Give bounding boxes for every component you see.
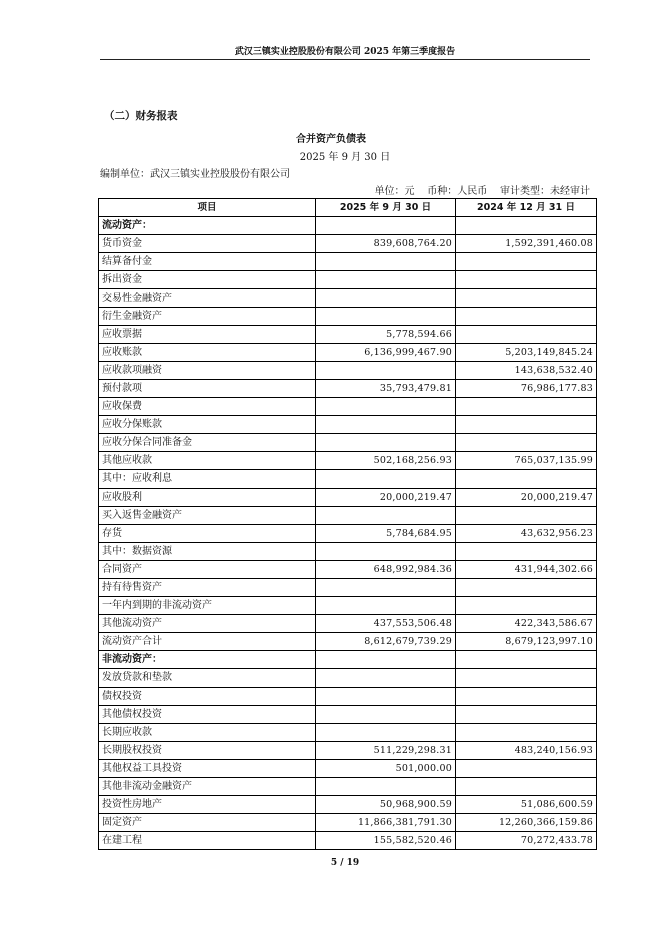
value-2024-12-31: 12,260,366,159.86 xyxy=(456,814,597,832)
page-number: 5 / 19 xyxy=(330,858,360,868)
value-2025-09-30 xyxy=(316,669,456,687)
value-2024-12-31 xyxy=(456,398,597,416)
table-row xyxy=(99,217,597,235)
table-row xyxy=(99,687,597,705)
table-row xyxy=(99,434,597,452)
table-row xyxy=(99,325,597,343)
value-2024-12-31: 431,944,302.66 xyxy=(456,560,597,578)
value-2025-09-30 xyxy=(316,578,456,596)
row-label: 应收股利 xyxy=(99,488,316,506)
value-2024-12-31: 765,037,135.99 xyxy=(456,452,597,470)
value-2024-12-31 xyxy=(456,470,597,488)
value-2025-09-30: 501,000.00 xyxy=(316,759,456,777)
value-2025-09-30: 511,229,298.31 xyxy=(316,741,456,759)
value-2024-12-31 xyxy=(456,253,597,271)
row-label: 结算备付金 xyxy=(99,253,316,271)
row-label: 其中：数据资源 xyxy=(99,542,316,560)
table-row xyxy=(99,578,597,596)
value-2024-12-31: 8,679,123,997.10 xyxy=(456,633,597,651)
table-row xyxy=(99,651,597,669)
value-2024-12-31 xyxy=(456,723,597,741)
value-2024-12-31 xyxy=(456,289,597,307)
value-2024-12-31 xyxy=(456,506,597,524)
row-label: 长期应收款 xyxy=(99,723,316,741)
value-2025-09-30 xyxy=(316,687,456,705)
value-2024-12-31 xyxy=(456,416,597,434)
value-2024-12-31 xyxy=(456,434,597,452)
column-header-item: 项目 xyxy=(99,199,316,217)
row-label: 其他权益工具投资 xyxy=(99,759,316,777)
table-row xyxy=(99,343,597,361)
value-2025-09-30 xyxy=(316,253,456,271)
value-2024-12-31 xyxy=(456,217,597,235)
table-row xyxy=(99,723,597,741)
row-label: 非流动资产： xyxy=(99,651,316,669)
row-label: 拆出资金 xyxy=(99,271,316,289)
value-2025-09-30 xyxy=(316,307,456,325)
table-header-row xyxy=(99,199,597,217)
value-2024-12-31: 1,592,391,460.08 xyxy=(456,235,597,253)
row-label: 交易性金融资产 xyxy=(99,289,316,307)
row-label: 长期股权投资 xyxy=(99,741,316,759)
value-2024-12-31 xyxy=(456,705,597,723)
value-2025-09-30 xyxy=(316,705,456,723)
row-label: 其他应收款 xyxy=(99,452,316,470)
value-2024-12-31: 5,203,149,845.24 xyxy=(456,343,597,361)
table-row xyxy=(99,289,597,307)
value-2024-12-31 xyxy=(456,325,597,343)
value-2024-12-31: 76,986,177.83 xyxy=(456,379,597,397)
value-2024-12-31 xyxy=(456,651,597,669)
value-2025-09-30: 839,608,764.20 xyxy=(316,235,456,253)
table-row xyxy=(99,741,597,759)
table-row xyxy=(99,597,597,615)
row-label: 其中：应收利息 xyxy=(99,470,316,488)
value-2024-12-31 xyxy=(456,578,597,596)
table-row xyxy=(99,506,597,524)
table-row xyxy=(99,416,597,434)
table-row xyxy=(99,361,597,379)
value-2024-12-31 xyxy=(456,687,597,705)
row-label: 应收分保合同准备金 xyxy=(99,434,316,452)
table-row xyxy=(99,705,597,723)
value-2025-09-30: 20,000,219.47 xyxy=(316,488,456,506)
table-row xyxy=(99,615,597,633)
value-2025-09-30 xyxy=(316,398,456,416)
value-2025-09-30: 6,136,999,467.90 xyxy=(316,343,456,361)
table-row xyxy=(99,669,597,687)
value-2025-09-30 xyxy=(316,597,456,615)
value-2025-09-30: 437,553,506.48 xyxy=(316,615,456,633)
value-2025-09-30 xyxy=(316,271,456,289)
row-label: 买入返售金融资产 xyxy=(99,506,316,524)
value-2024-12-31 xyxy=(456,778,597,796)
table-row xyxy=(99,796,597,814)
value-2025-09-30 xyxy=(316,542,456,560)
row-label: 其他债权投资 xyxy=(99,705,316,723)
row-label: 应收分保账款 xyxy=(99,416,316,434)
value-2025-09-30: 8,612,679,739.29 xyxy=(316,633,456,651)
value-2025-09-30 xyxy=(316,361,456,379)
column-header-current: 2025 年 9 月 30 日 xyxy=(316,199,456,217)
row-label: 持有待售资产 xyxy=(99,578,316,596)
row-label: 应收票据 xyxy=(99,325,316,343)
row-label: 合同资产 xyxy=(99,560,316,578)
row-label: 应收保费 xyxy=(99,398,316,416)
value-2025-09-30: 502,168,256.93 xyxy=(316,452,456,470)
value-2025-09-30: 155,582,520.46 xyxy=(316,832,456,850)
value-2024-12-31: 20,000,219.47 xyxy=(456,488,597,506)
table-row xyxy=(99,633,597,651)
row-label: 其他流动资产 xyxy=(99,615,316,633)
value-2025-09-30 xyxy=(316,506,456,524)
units-currency-audit-line: 单位：元 币种：人民币 审计类型：未经审计 xyxy=(374,186,590,197)
header-divider xyxy=(100,59,590,60)
section-title: （二）财务报表 xyxy=(104,110,178,122)
table-row xyxy=(99,542,597,560)
row-label: 应收账款 xyxy=(99,343,316,361)
report-header: 武汉三镇实业控股股份有限公司 2025 年第三季度报告 xyxy=(234,47,456,57)
table-row xyxy=(99,524,597,542)
table-row xyxy=(99,488,597,506)
value-2024-12-31 xyxy=(456,271,597,289)
row-label: 衍生金融资产 xyxy=(99,307,316,325)
value-2025-09-30 xyxy=(316,217,456,235)
value-2024-12-31 xyxy=(456,542,597,560)
table-row xyxy=(99,778,597,796)
row-label: 固定资产 xyxy=(99,814,316,832)
value-2024-12-31 xyxy=(456,597,597,615)
value-2024-12-31: 422,343,586.67 xyxy=(456,615,597,633)
value-2024-12-31 xyxy=(456,759,597,777)
table-row xyxy=(99,271,597,289)
value-2024-12-31: 70,272,433.78 xyxy=(456,832,597,850)
row-label: 债权投资 xyxy=(99,687,316,705)
row-label: 一年内到期的非流动资产 xyxy=(99,597,316,615)
value-2025-09-30 xyxy=(316,470,456,488)
table-row xyxy=(99,560,597,578)
value-2025-09-30: 50,968,900.59 xyxy=(316,796,456,814)
row-label: 存货 xyxy=(99,524,316,542)
table-row xyxy=(99,379,597,397)
row-label: 发放贷款和垫款 xyxy=(99,669,316,687)
table-row xyxy=(99,832,597,850)
table-body xyxy=(99,217,597,850)
balance-sheet-table xyxy=(98,198,597,850)
row-label: 应收款项融资 xyxy=(99,361,316,379)
table-row xyxy=(99,235,597,253)
value-2025-09-30 xyxy=(316,416,456,434)
table-row xyxy=(99,759,597,777)
row-label: 流动资产： xyxy=(99,217,316,235)
value-2024-12-31 xyxy=(456,669,597,687)
value-2024-12-31: 143,638,532.40 xyxy=(456,361,597,379)
value-2025-09-30 xyxy=(316,289,456,307)
table-row xyxy=(99,470,597,488)
value-2024-12-31: 483,240,156.93 xyxy=(456,741,597,759)
compiling-entity: 编制单位：武汉三镇实业控股股份有限公司 xyxy=(100,169,290,180)
statement-title: 合并资产负债表 xyxy=(296,134,366,145)
value-2025-09-30 xyxy=(316,651,456,669)
table-row xyxy=(99,814,597,832)
value-2025-09-30 xyxy=(316,778,456,796)
row-label: 货币资金 xyxy=(99,235,316,253)
row-label: 其他非流动金融资产 xyxy=(99,778,316,796)
value-2024-12-31: 51,086,600.59 xyxy=(456,796,597,814)
column-header-prior: 2024 年 12 月 31 日 xyxy=(456,199,597,217)
value-2025-09-30: 5,778,594.66 xyxy=(316,325,456,343)
table-row xyxy=(99,253,597,271)
value-2024-12-31: 43,632,956.23 xyxy=(456,524,597,542)
value-2025-09-30 xyxy=(316,723,456,741)
table-row xyxy=(99,452,597,470)
value-2025-09-30: 5,784,684.95 xyxy=(316,524,456,542)
row-label: 预付款项 xyxy=(99,379,316,397)
row-label: 流动资产合计 xyxy=(99,633,316,651)
row-label: 在建工程 xyxy=(99,832,316,850)
value-2025-09-30: 35,793,479.81 xyxy=(316,379,456,397)
value-2025-09-30 xyxy=(316,434,456,452)
row-label: 投资性房地产 xyxy=(99,796,316,814)
table-row xyxy=(99,398,597,416)
value-2024-12-31 xyxy=(456,307,597,325)
value-2025-09-30: 648,992,984.36 xyxy=(316,560,456,578)
value-2025-09-30: 11,866,381,791.30 xyxy=(316,814,456,832)
statement-date: 2025 年 9 月 30 日 xyxy=(299,152,391,163)
table-row xyxy=(99,307,597,325)
